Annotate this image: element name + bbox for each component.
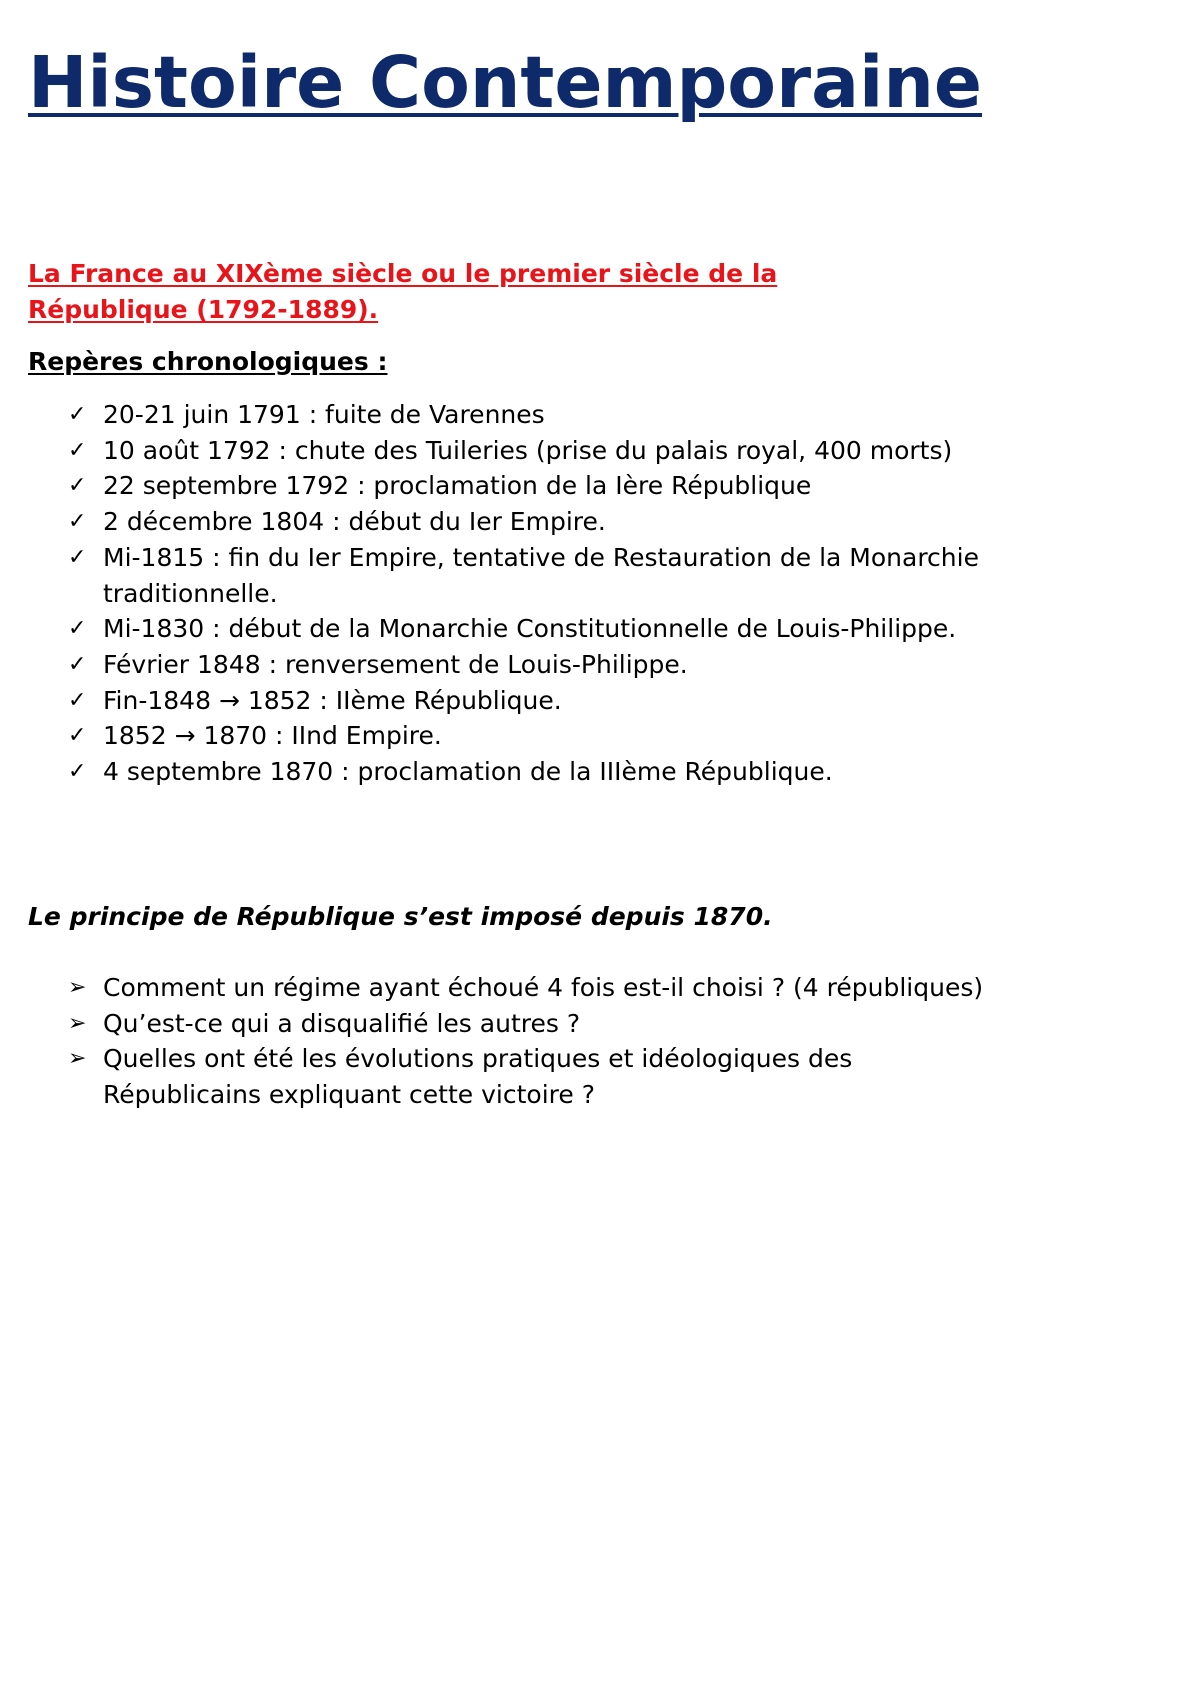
checkmark-icon: ✓: [68, 509, 87, 535]
chronology-heading: Repères chronologiques :: [28, 347, 388, 376]
checkmark-icon: ✓: [68, 759, 87, 785]
timeline-item: [68, 611, 1008, 647]
timeline-item: [68, 718, 1008, 754]
timeline-item: [68, 647, 1008, 683]
question-item-text: Quelles ont été les évolutions pratiques et idéologiques des Républicains expliquant cette victoire ?: [103, 1044, 853, 1110]
question-item: [68, 970, 1008, 1006]
arrow-bullet-icon: ➢: [68, 975, 87, 1000]
timeline-item: [68, 433, 1008, 469]
timeline-item: [68, 540, 1008, 611]
timeline-item-text: Fin-1848 → 1852 : IIème République.: [103, 685, 562, 715]
checkmark-icon: ✓: [68, 437, 87, 463]
timeline-item-text: 4 septembre 1870 : proclamation de la IIIème République.: [103, 757, 833, 787]
question-item-text: Qu’est-ce qui a disqualifié les autres ?: [103, 1008, 581, 1038]
checkmark-icon: ✓: [68, 616, 87, 642]
checkmark-icon: ✓: [68, 402, 87, 427]
question-item-text: Comment un régime ayant échoué 4 fois est-il choisi ? (4 républiques): [103, 973, 984, 1002]
timeline-item-text: 22 septembre 1792 : proclamation de la Ière République: [103, 471, 812, 501]
arrow-bullet-icon: ➢: [68, 1046, 87, 1072]
timeline-item: [68, 754, 1008, 790]
checkmark-icon: ✓: [68, 687, 87, 713]
checkmark-icon: ✓: [68, 723, 87, 749]
checkmark-icon: ✓: [68, 544, 87, 570]
key-statement: Le principe de République s’est imposé depuis 1870.: [28, 902, 773, 931]
timeline-item-text: 1852 → 1870 : IInd Empire.: [103, 721, 442, 751]
questions-list: [68, 970, 1008, 1113]
timeline-item-text: 20-21 juin 1791 : fuite de Varennes: [103, 400, 545, 429]
question-item: [68, 1006, 1008, 1042]
timeline-item-text: 10 août 1792 : chute des Tuileries (prise du palais royal, 400 morts): [103, 435, 953, 465]
timeline-item: [68, 504, 1008, 540]
timeline-item-text: Mi-1815 : fin du Ier Empire, tentative de Restauration de la Monarchie traditionnelle.: [103, 542, 979, 608]
timeline-item-text: Mi-1830 : début de la Monarchie Constitutionnelle de Louis-Philippe.: [103, 614, 957, 644]
timeline-item: [68, 683, 1008, 719]
checkmark-icon: ✓: [68, 651, 87, 677]
checkmark-icon: ✓: [68, 473, 87, 499]
timeline-item: [68, 468, 1008, 504]
arrow-bullet-icon: ➢: [68, 1010, 87, 1036]
timeline-item-text: Février 1848 : renversement de Louis-Philippe.: [103, 649, 688, 679]
timeline-list: [68, 397, 1008, 790]
section-heading: La France au XIXème siècle ou le premier siècle de la République (1792-1889).: [28, 259, 778, 324]
question-item: [68, 1041, 1008, 1112]
timeline-item: [68, 397, 1008, 433]
timeline-item-text: 2 décembre 1804 : début du Ier Empire.: [103, 507, 606, 537]
document-title: Histoire Contemporaine: [28, 41, 983, 124]
